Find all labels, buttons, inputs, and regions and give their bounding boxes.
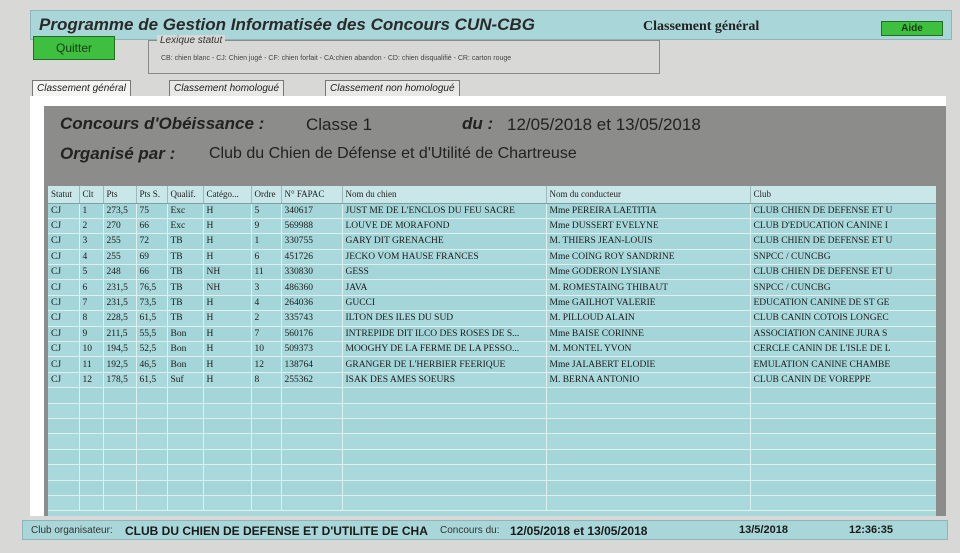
table-body: [48, 203, 936, 511]
column-header[interactable]: Ordre: [251, 186, 281, 203]
empty-cell: [546, 465, 750, 480]
legend-title: Lexique statut: [157, 35, 225, 46]
empty-cell: [48, 480, 79, 495]
table-cell: M. PILLOUD ALAIN: [546, 311, 750, 326]
empty-cell: [281, 418, 342, 433]
table-row[interactable]: [48, 203, 936, 218]
table-cell: CLUB CHIEN DE DEFENSE ET U: [750, 234, 936, 249]
empty-cell: [136, 449, 167, 464]
empty-cell: [167, 388, 203, 403]
table-row[interactable]: [48, 280, 936, 295]
empty-cell: [750, 465, 936, 480]
table-cell: 330830: [281, 265, 342, 280]
empty-cell: [167, 403, 203, 418]
table-cell: 61,5: [136, 311, 167, 326]
organise-label: Organisé par :: [60, 144, 176, 163]
empty-cell: [103, 449, 136, 464]
table-cell: CERCLE CANIN DE L'ISLE DE L: [750, 342, 936, 357]
empty-cell: [750, 480, 936, 495]
table-cell: CJ: [48, 249, 79, 264]
empty-cell: [136, 480, 167, 495]
column-header[interactable]: Nom du chien: [342, 186, 546, 203]
empty-cell: [342, 388, 546, 403]
empty-cell: [103, 480, 136, 495]
club-organisateur-value: CLUB DU CHIEN DE DEFENSE ET D'UTILITE DE CHA: [125, 524, 428, 538]
empty-cell: [281, 465, 342, 480]
legend-text: CB: chien blanc - CJ: Chien jugé - CF: chien forfait - CA:chien abandon - CD: chien disqualifié - CR: carton rouge: [161, 55, 512, 62]
empty-cell: [167, 480, 203, 495]
table-cell: Suf: [167, 372, 203, 387]
empty-cell: [546, 449, 750, 464]
empty-row: [48, 495, 936, 510]
table-cell: 3: [251, 280, 281, 295]
table-cell: 72: [136, 234, 167, 249]
column-header[interactable]: Qualif.: [167, 186, 203, 203]
table-cell: Mme DUSSERT EVELYNE: [546, 218, 750, 233]
table-cell: TB: [167, 295, 203, 310]
table-cell: TB: [167, 249, 203, 264]
table-row[interactable]: [48, 249, 936, 264]
empty-cell: [203, 495, 251, 510]
classe-value: Classe 1: [306, 115, 373, 134]
table-cell: 2: [79, 218, 103, 233]
table-cell: 560176: [281, 326, 342, 341]
table-row[interactable]: [48, 218, 936, 233]
table-cell: 4: [251, 295, 281, 310]
table-cell: NH: [203, 265, 251, 280]
empty-cell: [251, 480, 281, 495]
table-cell: M. BERNA ANTONIO: [546, 372, 750, 387]
empty-cell: [750, 388, 936, 403]
empty-cell: [103, 388, 136, 403]
tab-classement-homologue[interactable]: Classement homologué: [169, 80, 284, 98]
app-title: Programme de Gestion Informatisée des Concours CUN-CBG: [39, 15, 535, 34]
empty-row: [48, 403, 936, 418]
table-cell: 7: [251, 326, 281, 341]
empty-cell: [281, 434, 342, 449]
table-cell: 569988: [281, 218, 342, 233]
empty-cell: [281, 403, 342, 418]
table-cell: H: [203, 326, 251, 341]
empty-cell: [79, 418, 103, 433]
empty-cell: [103, 418, 136, 433]
empty-cell: [342, 465, 546, 480]
empty-cell: [342, 418, 546, 433]
empty-cell: [103, 403, 136, 418]
empty-cell: [546, 434, 750, 449]
table-cell: 5: [251, 203, 281, 218]
table-cell: 8: [79, 311, 103, 326]
empty-cell: [167, 418, 203, 433]
column-header[interactable]: Statut: [48, 186, 79, 203]
empty-cell: [136, 495, 167, 510]
empty-cell: [203, 449, 251, 464]
table-cell: 451726: [281, 249, 342, 264]
table-cell: 264036: [281, 295, 342, 310]
table-cell: 8: [251, 372, 281, 387]
table-cell: GUCCI: [342, 295, 546, 310]
table-cell: CJ: [48, 372, 79, 387]
table-cell: Bon: [167, 326, 203, 341]
empty-cell: [750, 449, 936, 464]
empty-cell: [342, 495, 546, 510]
table-cell: GARY DIT GRENACHE: [342, 234, 546, 249]
empty-cell: [48, 418, 79, 433]
table-cell: CJ: [48, 265, 79, 280]
table-cell: INTREPIDE DIT ILCO DES ROSES DE S...: [342, 326, 546, 341]
empty-cell: [48, 388, 79, 403]
organisateur-value: Club du Chien de Défense et d'Utilité de Chartreuse: [209, 145, 577, 162]
table-cell: CJ: [48, 326, 79, 341]
table-cell: 248: [103, 265, 136, 280]
empty-cell: [342, 434, 546, 449]
empty-cell: [546, 388, 750, 403]
table-cell: 270: [103, 218, 136, 233]
table-cell: 12: [251, 357, 281, 372]
empty-cell: [79, 449, 103, 464]
table-cell: 178,5: [103, 372, 136, 387]
current-time: 12:36:35: [849, 524, 894, 536]
table-cell: Bon: [167, 342, 203, 357]
empty-cell: [103, 434, 136, 449]
table-cell: CJ: [48, 234, 79, 249]
table-cell: CJ: [48, 295, 79, 310]
table-cell: SNPCC / CUNCBG: [750, 249, 936, 264]
empty-cell: [203, 434, 251, 449]
table-header: [48, 186, 936, 203]
empty-cell: [167, 434, 203, 449]
table-cell: 10: [251, 342, 281, 357]
table-cell: 138764: [281, 357, 342, 372]
empty-cell: [79, 465, 103, 480]
results-table[interactable]: [48, 186, 936, 516]
table-cell: 75: [136, 203, 167, 218]
empty-cell: [546, 480, 750, 495]
table-cell: 46,5: [136, 357, 167, 372]
empty-cell: [750, 434, 936, 449]
table-cell: LOUVE DE MORAFOND: [342, 218, 546, 233]
table-cell: Mme JALABERT ELODIE: [546, 357, 750, 372]
empty-cell: [167, 465, 203, 480]
empty-row: [48, 480, 936, 495]
empty-cell: [203, 388, 251, 403]
table-cell: 231,5: [103, 280, 136, 295]
empty-cell: [136, 418, 167, 433]
empty-row: [48, 449, 936, 464]
table-cell: TB: [167, 280, 203, 295]
table-cell: 12: [79, 372, 103, 387]
table-cell: Bon: [167, 357, 203, 372]
empty-cell: [79, 495, 103, 510]
table-cell: 1: [79, 203, 103, 218]
column-header[interactable]: Club: [750, 186, 936, 203]
table-cell: 192,5: [103, 357, 136, 372]
help-button[interactable]: Aide: [881, 21, 943, 36]
empty-cell: [203, 418, 251, 433]
empty-cell: [136, 388, 167, 403]
column-header[interactable]: Nom du conducteur: [546, 186, 750, 203]
table-cell: GESS: [342, 265, 546, 280]
table-cell: JUST ME DE L'ENCLOS DU FEU SACRE: [342, 203, 546, 218]
table-cell: CJ: [48, 311, 79, 326]
empty-cell: [281, 388, 342, 403]
table-cell: M. THIERS JEAN-LOUIS: [546, 234, 750, 249]
table-cell: H: [203, 203, 251, 218]
empty-cell: [546, 403, 750, 418]
table-cell: 66: [136, 218, 167, 233]
empty-cell: [103, 465, 136, 480]
classement-inner: [44, 106, 946, 516]
table-cell: 7: [79, 295, 103, 310]
section-title: Classement général: [643, 19, 760, 34]
table-cell: 4: [79, 249, 103, 264]
table-cell: JAVA: [342, 280, 546, 295]
table-cell: 6: [251, 249, 281, 264]
table-cell: 52,5: [136, 342, 167, 357]
table-cell: 340617: [281, 203, 342, 218]
empty-cell: [750, 418, 936, 433]
table-cell: Mme GAILHOT VALERIE: [546, 295, 750, 310]
table-cell: Mme PEREIRA LAETITIA: [546, 203, 750, 218]
table-cell: ASSOCIATION CANINE JURA S: [750, 326, 936, 341]
empty-cell: [203, 480, 251, 495]
column-header[interactable]: Pts: [103, 186, 136, 203]
table-cell: 76,5: [136, 280, 167, 295]
table-cell: CLUB D'EDUCATION CANINE I: [750, 218, 936, 233]
table-cell: JECKO VOM HAUSE FRANCES: [342, 249, 546, 264]
club-organisateur-label: Club organisateur:: [31, 525, 113, 536]
table-row[interactable]: [48, 234, 936, 249]
empty-cell: [546, 495, 750, 510]
table-cell: MOOGHY DE LA FERME DE LA PESSO...: [342, 342, 546, 357]
table-row[interactable]: [48, 342, 936, 357]
empty-cell: [136, 465, 167, 480]
classement-panel: [30, 96, 946, 516]
table-cell: 2: [251, 311, 281, 326]
column-header[interactable]: Pts S.: [136, 186, 167, 203]
empty-cell: [750, 403, 936, 418]
table-cell: Exc: [167, 218, 203, 233]
table-row[interactable]: [48, 265, 936, 280]
table-cell: 9: [251, 218, 281, 233]
table-cell: 211,5: [103, 326, 136, 341]
table-cell: TB: [167, 265, 203, 280]
tab-classement-general[interactable]: Classement général: [32, 80, 131, 98]
status-legend: [148, 35, 660, 74]
empty-row: [48, 418, 936, 433]
table-row[interactable]: [48, 295, 936, 310]
table-cell: 255362: [281, 372, 342, 387]
table-cell: SNPCC / CUNCBG: [750, 280, 936, 295]
empty-cell: [48, 449, 79, 464]
table-cell: TB: [167, 311, 203, 326]
empty-cell: [79, 434, 103, 449]
concours-du-label: Concours du:: [440, 525, 500, 536]
table-cell: 1: [251, 234, 281, 249]
tab-classement-non-homologue[interactable]: Classement non homologué: [325, 80, 460, 98]
table-cell: 228,5: [103, 311, 136, 326]
current-date: 13/5/2018: [739, 524, 788, 536]
table-cell: H: [203, 357, 251, 372]
table-cell: H: [203, 311, 251, 326]
empty-cell: [103, 495, 136, 510]
table-cell: CLUB CANIN COTOIS LONGEC: [750, 311, 936, 326]
concours-label: Concours d'Obéissance :: [60, 114, 265, 133]
empty-cell: [281, 495, 342, 510]
table-cell: H: [203, 249, 251, 264]
table-cell: NH: [203, 280, 251, 295]
table-cell: 509373: [281, 342, 342, 357]
table-cell: 11: [251, 265, 281, 280]
empty-cell: [251, 403, 281, 418]
table-cell: M. MONTEL YVON: [546, 342, 750, 357]
table-cell: CLUB CHIEN DE DEFENSE ET U: [750, 203, 936, 218]
column-header[interactable]: Clt: [79, 186, 103, 203]
table-cell: CJ: [48, 342, 79, 357]
empty-cell: [546, 418, 750, 433]
table-cell: 194,5: [103, 342, 136, 357]
table-cell: EMULATION CANINE CHAMBE: [750, 357, 936, 372]
empty-cell: [203, 465, 251, 480]
table-cell: 255: [103, 249, 136, 264]
table-cell: 273,5: [103, 203, 136, 218]
table-cell: CLUB CANIN DE VOREPPE: [750, 372, 936, 387]
table-row[interactable]: [48, 372, 936, 387]
table-cell: H: [203, 218, 251, 233]
concours-du-value: 12/05/2018 et 13/05/2018: [510, 524, 648, 538]
empty-cell: [281, 449, 342, 464]
table-cell: 255: [103, 234, 136, 249]
empty-cell: [342, 480, 546, 495]
empty-cell: [167, 449, 203, 464]
table-cell: 66: [136, 265, 167, 280]
table-cell: Mme BAISE CORINNE: [546, 326, 750, 341]
table-cell: 73,5: [136, 295, 167, 310]
empty-row: [48, 388, 936, 403]
table-cell: ILTON DES ILES DU SUD: [342, 311, 546, 326]
empty-cell: [750, 495, 936, 510]
empty-cell: [251, 434, 281, 449]
empty-cell: [342, 403, 546, 418]
table-cell: H: [203, 342, 251, 357]
table-cell: H: [203, 372, 251, 387]
table-row[interactable]: [48, 311, 936, 326]
table-cell: 231,5: [103, 295, 136, 310]
empty-cell: [48, 403, 79, 418]
empty-cell: [48, 434, 79, 449]
table-cell: Mme GODERON LYSIANE: [546, 265, 750, 280]
table-cell: TB: [167, 234, 203, 249]
table-cell: GRANGER DE L'HERBIER FEERIQUE: [342, 357, 546, 372]
empty-cell: [79, 403, 103, 418]
table-cell: CJ: [48, 280, 79, 295]
table-cell: 11: [79, 357, 103, 372]
table-cell: ISAK DES AMES SOEURS: [342, 372, 546, 387]
empty-cell: [251, 449, 281, 464]
table-cell: 5: [79, 265, 103, 280]
empty-cell: [167, 495, 203, 510]
table-cell: 69: [136, 249, 167, 264]
table-cell: CJ: [48, 357, 79, 372]
table-cell: Mme COING ROY SANDRINE: [546, 249, 750, 264]
empty-row: [48, 465, 936, 480]
table-row[interactable]: [48, 357, 936, 372]
table-cell: CJ: [48, 218, 79, 233]
dates-value: 12/05/2018 et 13/05/2018: [507, 115, 701, 134]
table-cell: 6: [79, 280, 103, 295]
empty-row: [48, 434, 936, 449]
empty-cell: [79, 388, 103, 403]
table-row[interactable]: [48, 326, 936, 341]
table-cell: 3: [79, 234, 103, 249]
status-bar: [22, 520, 948, 540]
empty-cell: [48, 495, 79, 510]
empty-cell: [48, 465, 79, 480]
column-header[interactable]: Catégo...: [203, 186, 251, 203]
empty-cell: [251, 465, 281, 480]
quit-button[interactable]: Quitter: [33, 36, 115, 60]
table-cell: H: [203, 295, 251, 310]
empty-cell: [251, 418, 281, 433]
table-cell: CJ: [48, 203, 79, 218]
table-cell: CLUB CHIEN DE DEFENSE ET U: [750, 265, 936, 280]
empty-cell: [251, 495, 281, 510]
empty-cell: [203, 403, 251, 418]
table-cell: 330755: [281, 234, 342, 249]
table-cell: M. ROMESTAING THIBAUT: [546, 280, 750, 295]
table-cell: 9: [79, 326, 103, 341]
table-cell: 486360: [281, 280, 342, 295]
empty-cell: [136, 434, 167, 449]
empty-cell: [281, 480, 342, 495]
table-cell: 61,5: [136, 372, 167, 387]
empty-cell: [136, 403, 167, 418]
empty-cell: [79, 480, 103, 495]
table-cell: 335743: [281, 311, 342, 326]
table-cell: H: [203, 234, 251, 249]
table-cell: 10: [79, 342, 103, 357]
column-header[interactable]: N° FAPAC: [281, 186, 342, 203]
du-label: du :: [462, 114, 494, 133]
table-cell: Exc: [167, 203, 203, 218]
table-cell: 55,5: [136, 326, 167, 341]
empty-cell: [251, 388, 281, 403]
empty-cell: [342, 449, 546, 464]
table-cell: EDUCATION CANINE DE ST GE: [750, 295, 936, 310]
